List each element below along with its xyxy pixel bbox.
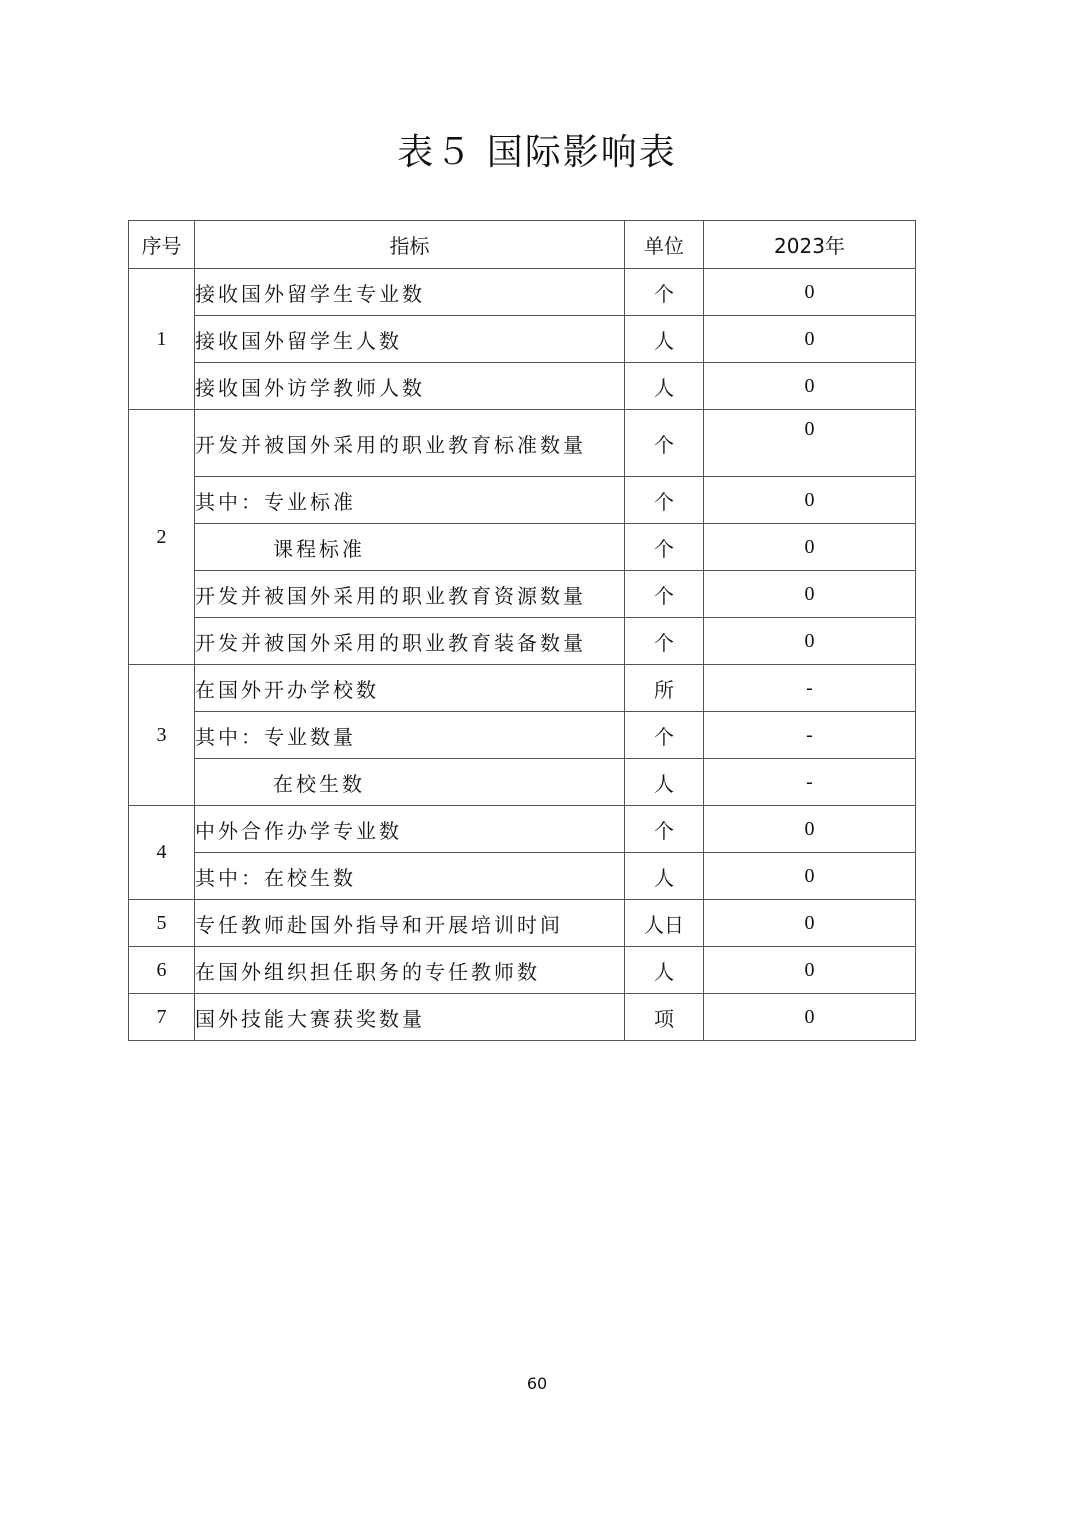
table-row xyxy=(129,665,916,712)
row-indicator: 接收国外留学生人数 xyxy=(195,316,625,363)
row-indicator: 接收国外访学教师人数 xyxy=(195,363,625,410)
header-indicator: 指标 xyxy=(195,221,625,269)
row-value: 0 xyxy=(704,947,916,994)
row-value: 0 xyxy=(704,853,916,900)
row-value: 0 xyxy=(704,477,916,524)
row-unit: 人 xyxy=(625,363,704,410)
row-unit: 人日 xyxy=(625,900,704,947)
row-unit: 人 xyxy=(625,947,704,994)
row-value: 0 xyxy=(704,806,916,853)
row-indicator: 开发并被国外采用的职业教育标准数量 xyxy=(195,410,625,477)
row-value: - xyxy=(704,759,916,806)
row-value: - xyxy=(704,665,916,712)
row-unit: 项 xyxy=(625,994,704,1041)
table-row xyxy=(129,947,916,994)
table-row xyxy=(129,410,916,477)
row-indicator: 接收国外留学生专业数 xyxy=(195,269,625,316)
table-row xyxy=(129,316,916,363)
row-unit: 个 xyxy=(625,410,704,477)
header-serial: 序号 xyxy=(129,221,195,269)
row-unit: 个 xyxy=(625,269,704,316)
row-indicator: 在国外组织担任职务的专任教师数 xyxy=(195,947,625,994)
row-indicator: 其中：专业标准 xyxy=(195,477,625,524)
row-indicator: 开发并被国外采用的职业教育资源数量 xyxy=(195,571,625,618)
row-value: 0 xyxy=(704,363,916,410)
row-indicator: 课程标准 xyxy=(195,524,625,571)
row-value: 0 xyxy=(704,524,916,571)
row-unit: 个 xyxy=(625,618,704,665)
row-indicator: 在国外开办学校数 xyxy=(195,665,625,712)
table-row xyxy=(129,618,916,665)
row-indicator: 专任教师赴国外指导和开展培训时间 xyxy=(195,900,625,947)
row-unit: 人 xyxy=(625,316,704,363)
table-row xyxy=(129,806,916,853)
row-value: 0 xyxy=(704,571,916,618)
header-unit: 单位 xyxy=(625,221,704,269)
row-indicator: 其中：专业数量 xyxy=(195,712,625,759)
row-value: 0 xyxy=(704,269,916,316)
header-year: 2023年 xyxy=(704,221,916,269)
table-row xyxy=(129,363,916,410)
row-indicator: 国外技能大赛获奖数量 xyxy=(195,994,625,1041)
row-indicator: 中外合作办学专业数 xyxy=(195,806,625,853)
row-unit: 个 xyxy=(625,712,704,759)
row-indicator: 开发并被国外采用的职业教育装备数量 xyxy=(195,618,625,665)
row-indicator: 其中：在校生数 xyxy=(195,853,625,900)
international-impact-table xyxy=(128,220,916,1041)
table-row xyxy=(129,477,916,524)
row-value: 0 xyxy=(704,618,916,665)
table-row xyxy=(129,853,916,900)
row-unit: 所 xyxy=(625,665,704,712)
table-row xyxy=(129,712,916,759)
row-unit: 人 xyxy=(625,853,704,900)
table-row xyxy=(129,269,916,316)
row-value: - xyxy=(704,712,916,759)
row-serial: 1 xyxy=(129,269,195,410)
row-indicator: 在校生数 xyxy=(195,759,625,806)
row-unit: 个 xyxy=(625,477,704,524)
row-serial: 4 xyxy=(129,806,195,900)
row-value: 0 xyxy=(704,316,916,363)
row-serial: 3 xyxy=(129,665,195,806)
row-unit: 个 xyxy=(625,571,704,618)
row-unit: 个 xyxy=(625,524,704,571)
row-serial: 6 xyxy=(129,947,195,994)
table-row xyxy=(129,524,916,571)
table-row xyxy=(129,571,916,618)
row-serial: 5 xyxy=(129,900,195,947)
table-header-row xyxy=(129,221,916,269)
row-serial: 2 xyxy=(129,410,195,665)
table-row xyxy=(129,900,916,947)
row-value: 0 xyxy=(704,410,916,477)
row-serial: 7 xyxy=(129,994,195,1041)
row-unit: 个 xyxy=(625,806,704,853)
row-value: 0 xyxy=(704,994,916,1041)
page-title: 表５ 国际影响表 xyxy=(397,132,677,173)
table-row xyxy=(129,759,916,806)
table-row xyxy=(129,994,916,1041)
row-value: 0 xyxy=(704,900,916,947)
row-unit: 人 xyxy=(625,759,704,806)
page-number: 60 xyxy=(526,1374,548,1393)
